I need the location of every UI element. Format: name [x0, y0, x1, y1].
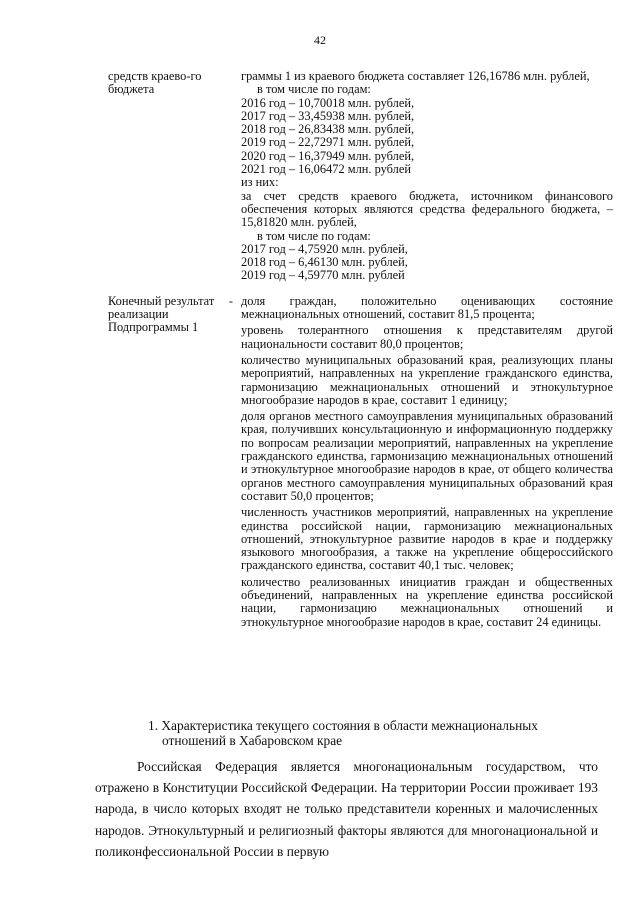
year-line: 2018 год – 26,83438 млн. рублей, [241, 122, 415, 137]
year-line: 2020 год – 16,37949 млн. рублей, [241, 148, 415, 163]
result-item: доля органов местного самоуправления муниципальных образований края, получивших консультационную и информационную поддержку по вопросам реализации мероприятий, направленных на укрепление гражданского единства, гармонизацию межнациональных отношений и этнокультурное многообразие народов в крае, от общего количества органов местного самоуправления муниципальных образований края составит 50,0 процентов; [241, 409, 613, 503]
row-label-result: Конечный результат реализации Подпрограммы 1 [108, 293, 215, 335]
year-line: 2019 год – 4,59770 млн. рублей [241, 268, 405, 283]
federal-funding-text: за счет средств краевого бюджета, источником финансового обеспечения которых являются средства федерального бюджета, – 15,81820 млн. рублей, [241, 188, 613, 230]
page-number: 42 [314, 33, 326, 47]
section-heading-line2: отношений в Хабаровском крае [162, 733, 343, 748]
row-label-budget: средств краево-го бюджета [108, 69, 202, 97]
year-line: 2018 год – 6,46130 млн. рублей, [241, 255, 408, 270]
year-line: 2019 год – 22,72971 млн. рублей, [241, 135, 415, 150]
budget-intro: граммы 1 из краевого бюджета составляет 126,16786 млн. рублей, [241, 69, 590, 83]
row-value-budget [241, 70, 613, 283]
row-dash: - [228, 293, 234, 308]
section-heading-line1: 1. Характеристика текущего состояния в области межнациональных [148, 718, 538, 733]
year-line: 2021 год – 16,06472 млн. рублей [241, 162, 411, 177]
table-row-result [108, 295, 613, 629]
body-paragraph: Российская Федерация является многонациональным государством, что отражено в Конституции Российской Федерации. На территории России проживает 193 народа, в число которых входят не только представители коренных и малочисленных народов. Этнокультурный и религиозный факторы являются для многонациональной и поликонфессиональной России в первую [95, 759, 598, 859]
of-them-label: из них: [241, 175, 279, 190]
result-item: количество муниципальных образований края, реализующих планы мероприятий, направленных на укрепление гражданского единства, гармонизацию межнациональных отношений и этнокультурное многообразие народов в крае, составит 1 единицу; [241, 352, 613, 407]
year-line: 2016 год – 10,70018 млн. рублей, [241, 95, 415, 110]
body-text [95, 756, 598, 862]
result-item: доля граждан, положительно оценивающих состояние межнациональных отношений, составит 81,5 процента; [241, 293, 613, 322]
by-years-label: в том числе по годам: [257, 228, 371, 243]
result-item: численность участников мероприятий, направленных на укрепление единства российской нации, гармонизацию межнациональных отношений, этнокультурное развитие народов в крае и поддержку языкового многообразия, а также на укрепление общероссийского гражданского единства, составит 40,1 тыс. человек; [241, 505, 613, 573]
row-dash-spacer [221, 70, 241, 283]
year-line: 2017 год – 4,75920 млн. рублей, [241, 241, 408, 256]
result-item: уровень толерантного отношения к представителям другой национальности составит 80,0 процентов; [241, 323, 613, 351]
by-years-label: в том числе по годам: [257, 82, 371, 97]
passport-table [108, 70, 613, 629]
year-line: 2017 год – 33,45938 млн. рублей, [241, 108, 415, 123]
section-heading [148, 718, 588, 748]
row-value-result [241, 295, 613, 629]
table-row-budget [108, 70, 613, 283]
result-item: количество реализованных инициатив граждан и общественных объединений, направленных на укрепление единства российской нации, гармонизацию межнациональных отношений и этнокультурное многообразие народов в крае, составит 24 единицы. [241, 574, 613, 629]
